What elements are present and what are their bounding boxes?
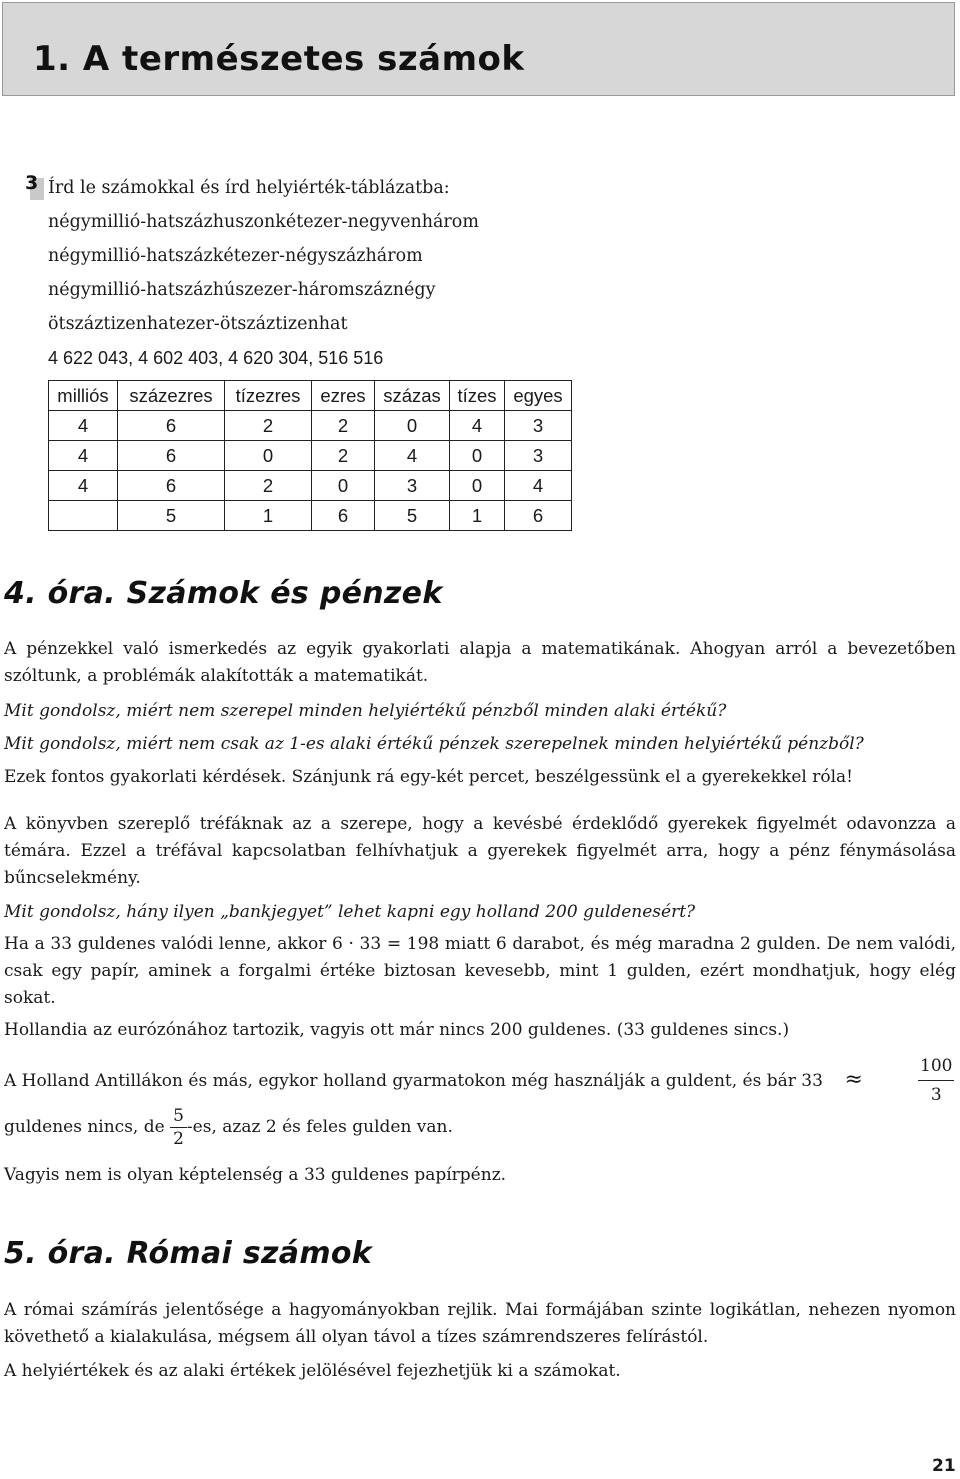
table-cell: 2 (225, 411, 312, 441)
section5-paragraph: A római számírás jelentősége a hagyományokban rejlik. Mai formájában szinte logikátlan, nehezen nyomon követhető a kialakulása, mégsem áll olyan távol a tízes számrendszeres felírástól. (4, 1300, 956, 1347)
exercise-answer: 4 622 043, 4 602 403, 4 620 304, 516 516 (48, 348, 384, 368)
place-header: tízes (450, 381, 505, 411)
table-cell: 4 (49, 471, 118, 501)
section5-paragraph: A helyiértékek és az alaki értékek jelölésével fejezhetjük ki a számokat. (4, 1361, 621, 1381)
table-cell: 6 (505, 501, 572, 531)
table-cell: 1 (225, 501, 312, 531)
approx-symbol: ≈ (844, 1067, 863, 1092)
fraction-numerator: 100 (918, 1052, 954, 1081)
table-row (49, 411, 572, 441)
place-header: százezres (118, 381, 225, 411)
table-cell: 6 (118, 411, 225, 441)
exercise-line: négymillió-hatszázkétezer-négyszázhárom (48, 246, 423, 266)
table-cell: 4 (49, 441, 118, 471)
table-row (49, 441, 572, 471)
table-cell: 5 (118, 501, 225, 531)
section4-paragraph: A könyvben szereplő tréfáknak az a szerepe, hogy a kevésbé érdeklődő gyerekek figyelmét odavonzza a témára. Ezzel a tréfával kapcsolatban felhívhatjuk a gyerekek figyelmét arra, hogy a pénz fénymásolása bűncselekmény. (4, 814, 956, 888)
section4-question: Mit gondolsz, hány ilyen „bankjegyet” lehet kapni egy holland 200 guldenesért? (4, 902, 696, 922)
table-cell: 2 (225, 471, 312, 501)
section-heading-5: 5. óra. Római számok (4, 1236, 373, 1271)
table-cell: 3 (375, 471, 450, 501)
table-cell: 0 (375, 411, 450, 441)
chapter-header (2, 2, 955, 96)
place-header: tízezres (225, 381, 312, 411)
table-cell: 4 (505, 471, 572, 501)
section4-paragraph: A pénzekkel való ismerkedés az egyik gyakorlati alapja a matematikának. Ahogyan arról a bevezetőben szóltunk, a problémák alakították a matematikát. (4, 639, 956, 686)
table-cell: 0 (450, 441, 505, 471)
section-heading-4: 4. óra. Számok és pénzek (4, 576, 443, 611)
table-cell: 3 (505, 411, 572, 441)
table-cell: 6 (118, 441, 225, 471)
section4-paragraph (4, 1066, 956, 1095)
place-header: ezres (312, 381, 375, 411)
table-cell: 2 (312, 411, 375, 441)
paragraph-text: -es, azaz 2 és feles gulden van. (186, 1117, 453, 1137)
section4-paragraph (4, 1104, 956, 1150)
section4-paragraph: Hollandia az eurózónához tartozik, vagyis ott már nincs 200 guldenes. (33 guldenes sincs.) (4, 1020, 790, 1040)
table-cell: 4 (375, 441, 450, 471)
table-cell: 2 (312, 441, 375, 471)
table-cell: 0 (312, 471, 375, 501)
table-cell: 0 (450, 471, 505, 501)
fraction-5-2 (170, 1105, 187, 1150)
place-table-header-row (49, 381, 572, 411)
table-cell: 4 (49, 411, 118, 441)
page-number: 21 (932, 1456, 956, 1476)
place-header: milliós (49, 381, 118, 411)
table-cell: 1 (450, 501, 505, 531)
fraction-denominator: 2 (173, 1129, 184, 1149)
section4-question: Mit gondolsz, miért nem csak az 1-es alaki értékű pénzek szerepelnek minden helyiértékű pénzből? (4, 734, 864, 754)
place-header: százas (375, 381, 450, 411)
section4-question: Mit gondolsz, miért nem szerepel minden helyiértékű pénzből minden alaki értékű? (4, 701, 727, 721)
paragraph-text: A Holland Antillákon és más, egykor holland gyarmatokon még használják a guldent, és bár 33 (4, 1071, 823, 1091)
table-cell: 6 (312, 501, 375, 531)
exercise-instruction: Írd le számokkal és írd helyiérték-táblázatba: (48, 178, 450, 198)
section4-paragraph: Ezek fontos gyakorlati kérdések. Szánjunk rá egy-két percet, beszélgessünk el a gyerekekkel róla! (4, 767, 853, 787)
table-cell: 3 (505, 441, 572, 471)
exercise-line: négymillió-hatszázhuszonkétezer-negyvenhárom (48, 212, 479, 232)
place-value-table (48, 380, 572, 531)
chapter-title: 1. A természetes számok (33, 39, 525, 79)
table-row (49, 501, 572, 531)
place-header: egyes (505, 381, 572, 411)
table-cell: 5 (375, 501, 450, 531)
fraction-numerator: 5 (170, 1105, 187, 1128)
section4-paragraph: Ha a 33 guldenes valódi lenne, akkor 6 · 33 = 198 miatt 6 darabot, és még maradna 2 gulden. De nem valódi, csak egy papír, aminek a forgalmi értéke biztosan kevesebb, mint 1 gulden, ezért mondhatjuk, hogy elég sokat. (4, 934, 956, 1008)
fraction-denominator: 3 (930, 1085, 942, 1105)
fraction-100-3 (918, 1052, 954, 1109)
exercise-line: négymillió-hatszázhúszezer-háromszáznégy (48, 280, 436, 300)
table-cell: 6 (118, 471, 225, 501)
exercise-line: ötszáztizenhatezer-ötszáztizenhat (48, 314, 348, 334)
exercise-number: 3 (25, 172, 39, 194)
section4-paragraph: Vagyis nem is olyan képtelenség a 33 guldenes papírpénz. (4, 1165, 507, 1185)
table-row (49, 471, 572, 501)
table-cell: 4 (450, 411, 505, 441)
table-cell (49, 501, 118, 531)
paragraph-text: guldenes nincs, de (4, 1117, 165, 1137)
table-cell: 0 (225, 441, 312, 471)
